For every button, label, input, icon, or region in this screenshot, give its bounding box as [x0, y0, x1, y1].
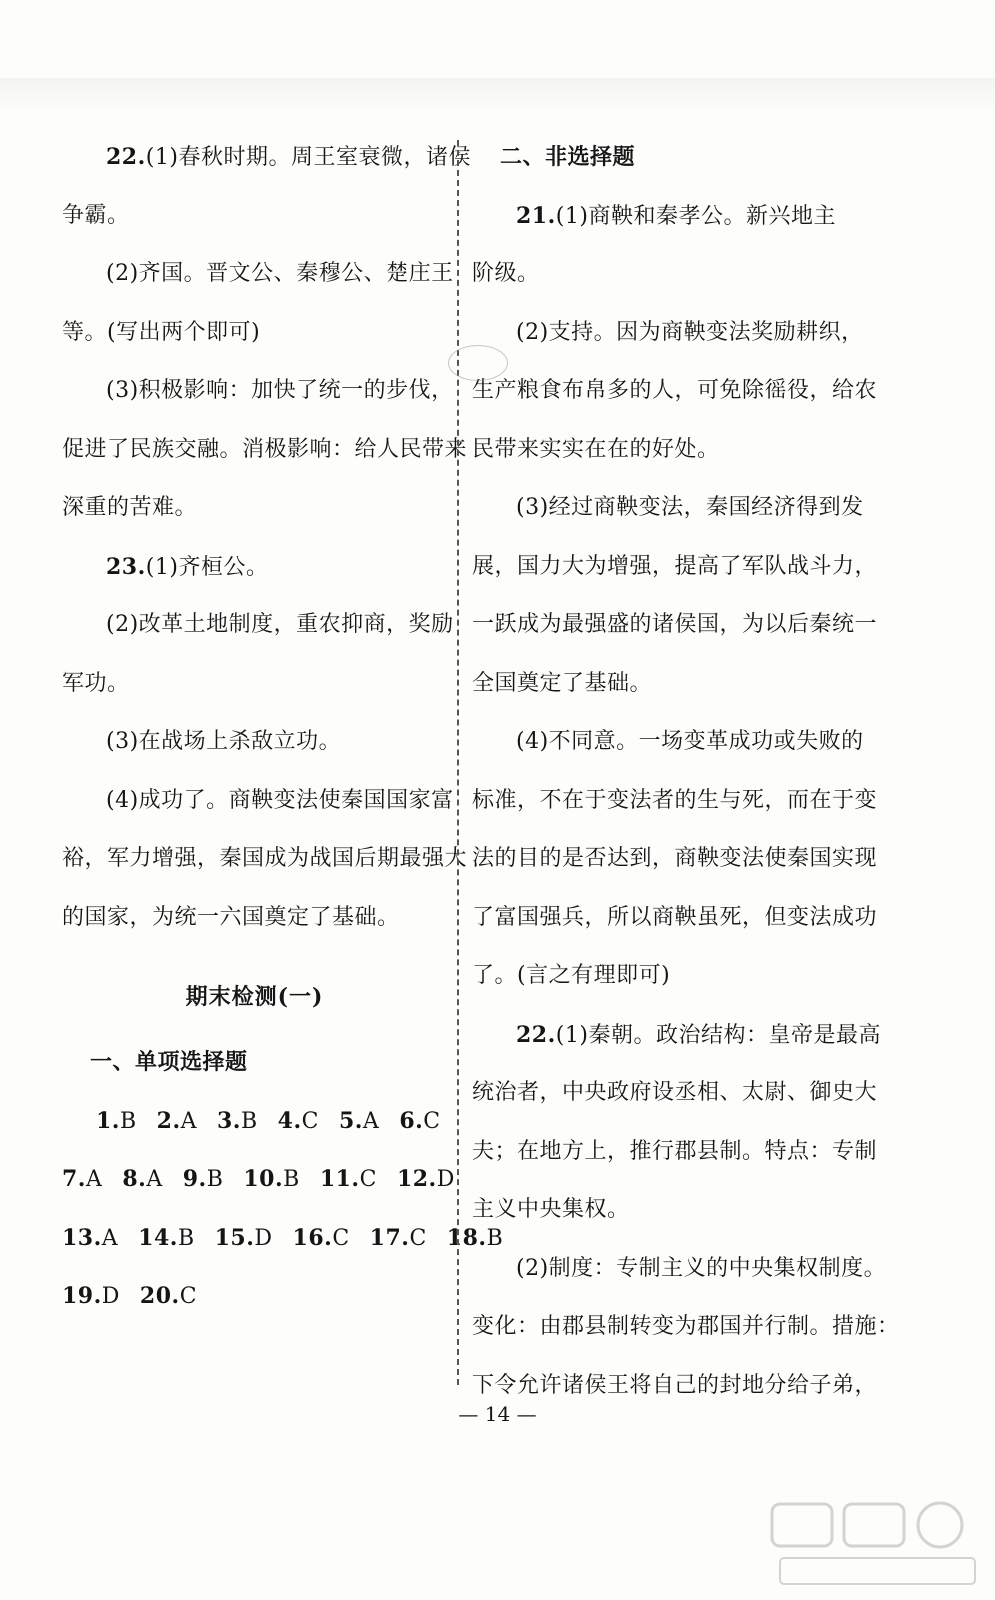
answer-item	[278, 1092, 319, 1151]
text-line	[472, 479, 862, 538]
text-line	[62, 304, 447, 363]
answer-text: (3)积极影响：加快了统一的步伐，	[106, 378, 454, 403]
answer-letter: A	[146, 1167, 163, 1192]
left-column	[62, 128, 504, 1326]
faint-stamp-mark	[448, 345, 508, 381]
multiple-choice-heading: 一、单项选择题	[90, 1049, 248, 1075]
answer-text: (1)齐桓公。	[145, 554, 269, 580]
question-number: 12.	[396, 1166, 437, 1192]
question-number: 11.	[319, 1166, 360, 1192]
text-line	[472, 1298, 900, 1357]
answer-text: 一跃成为最强盛的诸侯国，为以后秦统一	[472, 612, 878, 637]
text-line	[62, 421, 468, 480]
question-number: 1.	[96, 1107, 120, 1134]
question-number: 7.	[62, 1166, 86, 1192]
answer-letter: C	[332, 1225, 350, 1251]
answer-letter: D	[254, 1225, 273, 1251]
answer-item	[293, 1209, 350, 1268]
text-line	[62, 830, 468, 889]
answer-letter: B	[486, 1225, 504, 1251]
text-line	[62, 655, 447, 714]
answer-item	[399, 1092, 440, 1151]
answer-letter: A	[180, 1108, 197, 1134]
answer-text: 展，国力大为增强，提高了军队战斗力，	[472, 553, 878, 579]
text-line	[472, 245, 862, 304]
text-line	[62, 187, 447, 246]
column-divider	[457, 140, 459, 1385]
answer-text: 变化：由郡县制转变为郡国并行制。措施：	[472, 1314, 900, 1339]
answer-letter: D	[101, 1284, 120, 1309]
answer-row	[62, 1150, 455, 1209]
text-line	[62, 538, 447, 597]
answer-letter: A	[85, 1167, 103, 1192]
answer-row	[62, 1267, 447, 1326]
answer-letter: A	[362, 1108, 380, 1134]
answer-text: 了。(言之有理即可)	[472, 963, 671, 988]
text-line	[472, 538, 878, 597]
question-number: 2.	[156, 1107, 181, 1134]
text-line	[472, 596, 878, 655]
question-number: 19.	[62, 1283, 102, 1309]
answer-row	[62, 1092, 447, 1151]
scan-top-band	[0, 78, 995, 106]
text-line	[472, 304, 862, 363]
non-choice-heading: 二、非选择题	[500, 144, 636, 170]
question-number: 3.	[217, 1107, 241, 1134]
answer-text: (1)春秋时期。周王室衰微，诸侯	[145, 145, 471, 170]
question-number: 6.	[399, 1107, 424, 1134]
answer-item	[140, 1267, 197, 1326]
answer-text: 的国家，为统一六国奠定了基础。	[62, 904, 400, 930]
question-number: 15.	[214, 1224, 255, 1251]
answer-text: 夫；在地方上，推行郡县制。特点：专制	[472, 1138, 878, 1164]
answer-text: 阶级。	[472, 261, 540, 286]
answer-item	[320, 1150, 377, 1209]
answer-letter: C	[423, 1108, 441, 1134]
answer-text: 下令允许诸侯王将自己的封地分给子弟，	[472, 1372, 878, 1398]
text-line	[472, 772, 878, 831]
text-line	[472, 655, 862, 714]
text-line	[472, 1064, 878, 1123]
answer-item	[62, 1150, 102, 1209]
answer-text: 裕，军力增强，秦国成为战国后期最强大	[62, 846, 468, 871]
answer-letter: B	[283, 1167, 300, 1192]
answer-item	[96, 1092, 137, 1151]
answer-text: (2)制度：专制主义的中央集权制度。	[516, 1255, 887, 1281]
answer-item	[215, 1209, 273, 1268]
text-line	[472, 1240, 887, 1299]
question-number: 16.	[292, 1224, 333, 1251]
text-line	[62, 713, 447, 772]
question-number: 21.	[516, 202, 556, 229]
answer-item	[339, 1092, 379, 1151]
answer-letter: C	[409, 1225, 427, 1251]
page-number: — 14 —	[458, 1402, 537, 1426]
question-number: 22.	[106, 144, 146, 170]
text-line	[62, 479, 447, 538]
answer-text: 深重的苦难。	[62, 495, 198, 520]
answer-text: (4)不同意。一场变革成功或失败的	[516, 729, 864, 754]
text-line	[472, 947, 862, 1006]
answer-text: (3)经过商鞅变法，秦国经济得到发	[516, 495, 864, 520]
text-line	[472, 1006, 881, 1065]
text-line	[62, 128, 471, 187]
question-number: 23.	[106, 553, 146, 580]
answer-text: (2)改革土地制度，重农抑商，奖励	[106, 612, 454, 637]
answer-text: (4)成功了。商鞅变法使秦国国家富	[106, 787, 454, 813]
answer-letter: A	[101, 1225, 119, 1251]
answer-text: (3)在战场上杀敌立功。	[106, 729, 342, 754]
text-line	[62, 245, 454, 304]
answer-text: 争霸。	[62, 202, 130, 228]
answer-item	[397, 1150, 455, 1209]
text-line	[472, 830, 878, 889]
question-number: 8.	[122, 1166, 147, 1192]
text-line	[472, 187, 862, 246]
text-line	[472, 1123, 878, 1182]
answer-text: (2)齐国。晋文公、秦穆公、楚庄王	[106, 261, 454, 286]
answer-letter: C	[301, 1108, 319, 1134]
answer-text: 民带来实实在在的好处。	[472, 436, 720, 462]
answer-letter: C	[179, 1284, 198, 1309]
answer-text: (1)商鞅和秦孝公。新兴地主	[555, 203, 836, 229]
answer-item	[370, 1209, 427, 1268]
text-line	[472, 1181, 862, 1240]
answer-item	[138, 1209, 194, 1268]
answer-item	[243, 1150, 299, 1209]
answer-item	[62, 1267, 120, 1326]
question-number: 4.	[277, 1107, 302, 1134]
answer-letter: B	[240, 1108, 258, 1134]
question-number: 9.	[182, 1166, 207, 1192]
answer-text: 促进了民族交融。消极影响：给人民带来	[62, 436, 468, 462]
right-column	[472, 128, 900, 1415]
text-line	[62, 596, 454, 655]
answer-letter: B	[177, 1225, 195, 1251]
text-line	[472, 362, 878, 421]
answer-text: (1)秦朝。政治结构：皇帝是最高	[555, 1022, 881, 1048]
text-line	[62, 772, 454, 831]
question-number: 18.	[446, 1224, 487, 1251]
answer-text: 统治者，中央政府设丞相、太尉、御史大	[472, 1080, 878, 1105]
answer-letter: D	[436, 1167, 455, 1192]
answer-item	[157, 1092, 197, 1151]
answer-letter: B	[206, 1167, 224, 1192]
question-number: 5.	[338, 1107, 363, 1134]
answer-text: 主义中央集权。	[472, 1197, 630, 1222]
answer-text: 军功。	[62, 670, 130, 696]
text-line	[472, 889, 878, 948]
answer-letter: B	[119, 1108, 137, 1134]
section-title: 期末检测(一)	[185, 984, 324, 1010]
text-line	[62, 889, 447, 948]
answer-text: 了富国强兵，所以商鞅虽死，但变法成功	[472, 904, 878, 930]
answer-text: 生产粮食布帛多的人，可免除徭役，给农	[472, 378, 878, 403]
answer-item	[62, 1209, 118, 1268]
text-line	[472, 421, 862, 480]
answer-letter: C	[359, 1167, 377, 1192]
answer-text: 标准，不在于变法者的生与死，而在于变	[472, 787, 878, 813]
answer-item	[122, 1150, 162, 1209]
answer-text: 全国奠定了基础。	[472, 670, 653, 696]
text-line	[62, 362, 454, 421]
answer-text: (2)支持。因为商鞅变法奖励耕织，	[516, 319, 864, 345]
answer-item	[183, 1150, 224, 1209]
answer-text: 法的目的是否达到，商鞅变法使秦国实现	[472, 846, 878, 871]
text-line	[472, 713, 862, 772]
question-number: 22.	[516, 1021, 556, 1048]
watermark-logo	[770, 1500, 985, 1590]
question-number: 13.	[62, 1224, 102, 1251]
question-number: 14.	[138, 1224, 178, 1251]
answer-item	[217, 1092, 258, 1151]
question-number: 10.	[243, 1166, 284, 1192]
answer-row	[62, 1209, 504, 1268]
question-number: 20.	[139, 1283, 180, 1309]
question-number: 17.	[369, 1224, 410, 1251]
answer-text: 等。(写出两个即可)	[62, 319, 261, 345]
